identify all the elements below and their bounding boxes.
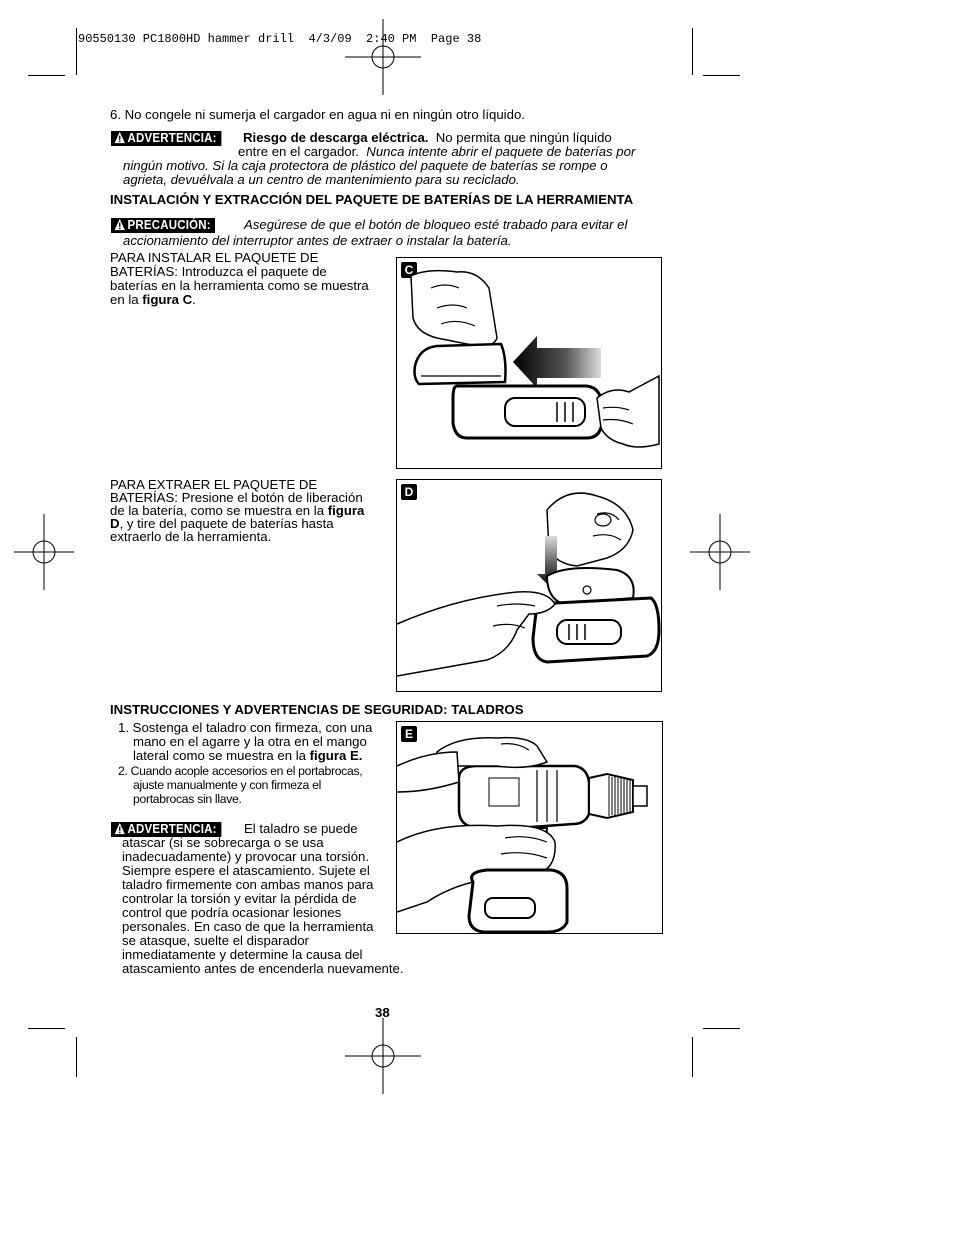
install-line4: en la figura C. — [110, 292, 196, 307]
figure-d-ref: D — [110, 516, 120, 531]
warning1-line1 — [243, 131, 612, 145]
caution-triangle-icon — [114, 218, 126, 231]
warning1-line2 — [238, 145, 635, 159]
figure-e-ref: figura E. — [309, 748, 363, 763]
figure-e-label: E — [401, 726, 417, 742]
install-line1: PARA INSTALAR EL PAQUETE DE — [110, 250, 319, 265]
warning1-line3: ningún motivo. Si la caja protectora de plástico del paquete de baterías se rompe o — [123, 158, 608, 173]
crop-mark-top-left-v — [76, 28, 77, 75]
drill-item-2-line2: ajuste manualmente y con firmeza el — [133, 778, 321, 792]
crop-mark-bottom-right-h — [703, 1028, 740, 1029]
warning2-line8: se atasque, suelte el disparador — [122, 933, 309, 948]
warning1-bold: Riesgo de descarga eléctrica. — [243, 130, 429, 145]
warning2-line6: control que podría ocasionar lesiones — [122, 905, 342, 920]
install-line3: baterías en la herramienta como se muestra — [110, 278, 369, 293]
install-paragraph — [110, 251, 395, 307]
drill-item-1 — [118, 721, 396, 763]
crop-mark-top-left-h — [28, 75, 65, 76]
crop-mark-bottom-left-h — [28, 1028, 65, 1029]
registration-mark-left-icon — [14, 514, 74, 590]
figure-c-ref: figura C — [142, 292, 193, 307]
remove-line5: extraerlo de la herramienta. — [110, 529, 272, 544]
registration-mark-bottom-icon — [345, 1018, 421, 1094]
warning-badge: ADVERTENCIA: — [111, 129, 231, 147]
registration-mark-right-icon — [690, 514, 750, 590]
item-6: 6. No congele ni sumerja el cargador en agua ni en ningún otro líquido. — [110, 107, 525, 122]
page-number: 38 — [375, 1005, 390, 1020]
battery-remove-illustration-icon — [397, 480, 661, 691]
crop-mark-top-right-h — [703, 75, 740, 76]
crop-mark-bottom-right-v — [692, 1037, 693, 1077]
registration-mark-top-icon — [345, 19, 421, 95]
drill-item-1-line1: 1. Sostenga el taladro con firmeza, con una — [118, 720, 373, 735]
remove-paragraph — [110, 478, 395, 543]
remove-line1: PARA EXTRAER EL PAQUETE DE — [110, 477, 318, 492]
drill-grip-illustration-icon — [397, 722, 662, 933]
crop-mark-top-right-v — [692, 28, 693, 75]
print-slug: 90550130 PC1800HD hammer drill 4/3/09 2:40 PM Page 38 — [78, 32, 482, 46]
drill-item-2-line3: portabrocas sin llave. — [133, 792, 242, 806]
section-heading-drills: INSTRUCCIONES Y ADVERTENCIAS DE SEGURIDAD: TALADROS — [110, 702, 524, 717]
figure-d-label: D — [401, 484, 417, 500]
crop-mark-bottom-left-v — [76, 1037, 77, 1077]
install-line2: BATERÍAS: Introduzca el paquete de — [110, 264, 327, 279]
warning2-line4: taladro firmemente con ambas manos para — [122, 877, 374, 892]
section-heading-install: INSTALACIÓN Y EXTRACCIÓN DEL PAQUETE DE BATERÍAS DE LA HERRAMIENTA — [110, 192, 634, 207]
remove-line3: de la batería, como se muestra en la figura — [110, 503, 365, 518]
caution-badge: PRECAUCIÓN: — [111, 216, 224, 234]
drill-item-2 — [118, 764, 396, 806]
warning2-line0: El taladro se puede — [244, 821, 358, 836]
warning2-line2: inadecuadamente) y provocar una torsión. — [122, 849, 370, 864]
warning1-line4: agrieta, devuélvala a un centro de mantenimiento para su reciclado. — [123, 172, 520, 187]
warning2-badge: ADVERTENCIA: — [111, 820, 231, 838]
warning2-line5: controlar la torsión y evitar la pérdida de — [122, 891, 357, 906]
figure-c — [396, 257, 662, 469]
remove-line2: BATERÍAS: Presione el botón de liberación — [110, 490, 363, 505]
warning-triangle-icon — [114, 131, 126, 144]
warning2-line9: inmediatamente y determine la causa del — [122, 947, 363, 962]
warning2-body — [122, 836, 404, 976]
warning2-triangle-icon — [114, 822, 126, 835]
drill-item-1-line2: mano en el agarre y la otra en el mango — [133, 734, 367, 749]
warning2-line3: Siempre espere el atascamiento. Sujete el — [122, 863, 370, 878]
remove-line4: D, y tire del paquete de baterías hasta — [110, 516, 334, 531]
figure-e — [396, 721, 663, 934]
figure-c-label: C — [401, 262, 417, 278]
warning2-line1: atascar (si se sobrecarga o se usa — [122, 835, 324, 850]
warning2-line10: atascamiento antes de encenderla nuevamente. — [122, 961, 404, 976]
warning1-line2-normal: entre en el cargador. — [238, 144, 359, 159]
warning1-normal: No permita que ningún líquido — [435, 130, 612, 145]
caution-line1: Asegúrese de que el botón de bloqueo esté trabado para evitar el — [244, 217, 628, 232]
drill-item-1-line3: lateral como se muestra en la figura E. — [133, 748, 363, 763]
drill-item-2-line1: 2. Cuando acople accesorios en el portabrocas, — [118, 764, 363, 778]
battery-install-illustration-icon — [397, 258, 661, 468]
caution-line2: accionamiento del interruptor antes de extraer o instalar la batería. — [123, 233, 512, 248]
warning1-line2-italic: Nunca intente abrir el paquete de baterías por — [366, 144, 636, 159]
warning2-line7: personales. En caso de que la herramienta — [122, 919, 374, 934]
figure-d — [396, 479, 662, 692]
